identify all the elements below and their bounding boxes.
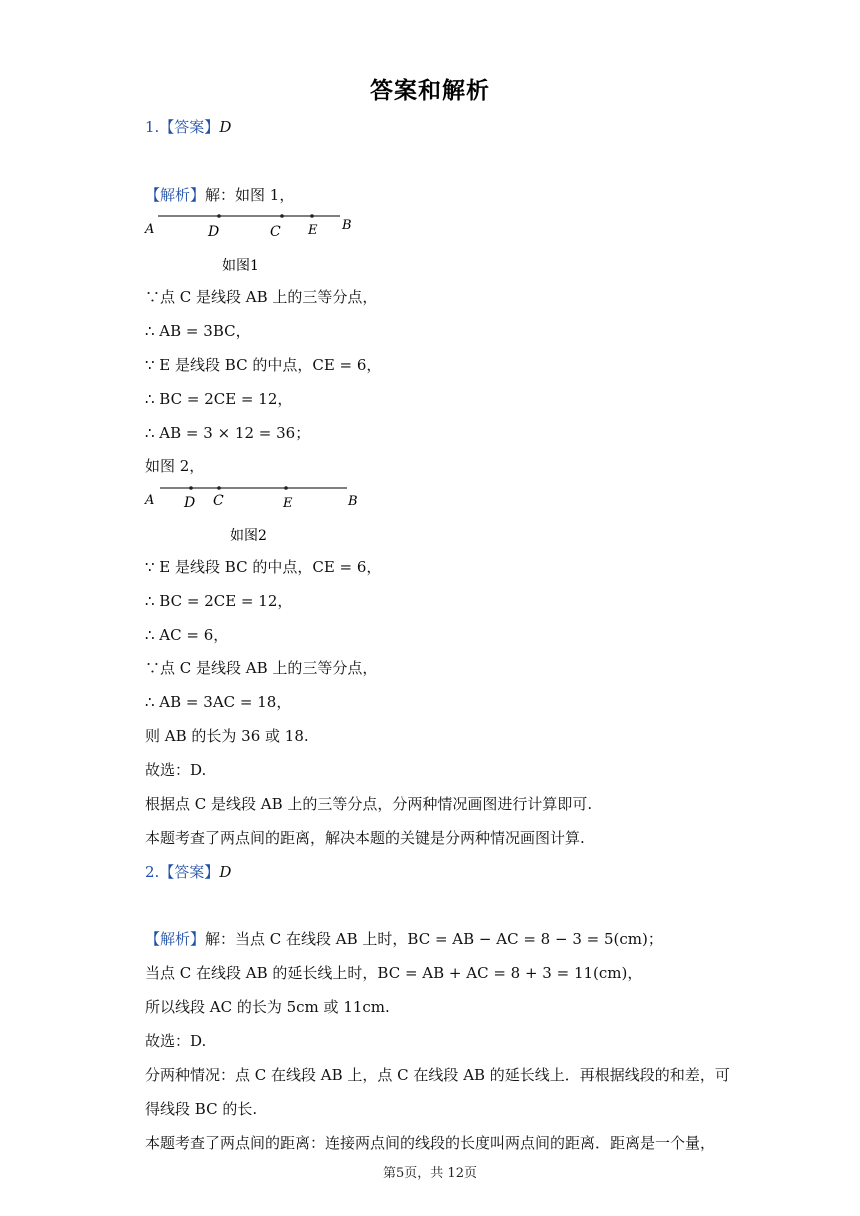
fig2-point-e [284,486,288,490]
q1-line: ∴ BC = 2CE = 12， [145,390,293,408]
fig1-point-d [217,214,221,218]
figure-1 [140,208,380,282]
q2-line: 得线段 BC 的长. [145,1100,258,1118]
q1-answer [145,117,231,137]
page-title: 答案和解析 [370,78,490,104]
q1-line: ∴ AB = 3AC = 18， [145,693,292,711]
q1-line: ∵点 C 是线段 AB 上的三等分点， [145,659,378,677]
fig1-label-e: E [308,223,318,238]
q1-line: ∵ E 是线段 BC 的中点，CE = 6， [145,356,382,374]
fig1-label-c: C [270,224,281,240]
fig2-point-d [189,486,193,490]
q2-line: 分两种情况：点 C 在线段 AB 上，点 C 在线段 AB 的延长线上．再根据线段的和差，可 [145,1066,730,1084]
q1-line: ∴ AC = 6， [145,626,229,644]
q1-line: 则 AB 的长为 36 或 18. [145,727,309,745]
q1-line: ∴ AB = 3BC， [145,322,251,340]
page-footer: 第5页，共 12页 [383,1166,477,1181]
q1-analysis-intro [145,185,294,205]
q1-answer-label: 1.【答案】 [145,118,220,136]
q1-line: ∵点 C 是线段 AB 上的三等分点， [145,288,378,306]
fig2-point-c [217,486,221,490]
q2-answer-value: D [219,863,232,881]
fig1-label-b: B [342,218,352,233]
fig2-caption: 如图2 [230,528,267,544]
q1-line: 故选：D. [145,761,207,779]
q1-line: ∵ E 是线段 BC 的中点，CE = 6， [145,558,382,576]
q2-analysis-label: 【解析】 [145,930,206,948]
q1-analysis-text: 解：如图 1， [205,186,295,204]
q2-analysis-intro [145,929,663,949]
q2-answer [145,862,231,882]
q2-answer-label: 2.【答案】 [145,863,220,881]
fig2-label-d: D [184,495,196,511]
q2-line: 所以线段 AC 的长为 5cm 或 11cm. [145,998,390,1016]
q1-line: 如图 2， [145,457,205,475]
fig2-label-a: A [145,493,155,508]
q1-line: 本题考查了两点间的距离，解决本题的关键是分两种情况画图计算. [145,829,585,847]
fig1-label-a: A [145,222,155,237]
figure-2 [140,478,380,552]
fig2-label-e: E [283,496,293,511]
fig1-caption: 如图1 [222,258,259,274]
fig1-point-c [280,214,284,218]
q1-answer-value: D [219,118,232,136]
q2-line: 当点 C 在线段 AB 的延长线上时，BC = AB + AC = 8 + 3 = 11(cm)， [145,964,643,982]
q1-line: ∴ BC = 2CE = 12， [145,592,293,610]
q1-line: ∴ AB = 3 × 12 = 36； [145,424,311,442]
q1-analysis-label: 【解析】 [145,186,206,204]
q2-analysis-text: 解：当点 C 在线段 AB 上时，BC = AB − AC = 8 − 3 = 5(cm)； [205,930,663,948]
fig1-label-d: D [208,224,220,240]
fig2-label-b: B [348,494,358,509]
fig2-label-c: C [213,493,224,509]
fig1-point-e [310,214,314,218]
q2-line: 故选：D. [145,1032,207,1050]
q1-line: 根据点 C 是线段 AB 上的三等分点，分两种情况画图进行计算即可. [145,795,593,813]
q2-line: 本题考查了两点间的距离：连接两点间的线段的长度叫两点间的距离．距离是一个量， [145,1134,716,1152]
